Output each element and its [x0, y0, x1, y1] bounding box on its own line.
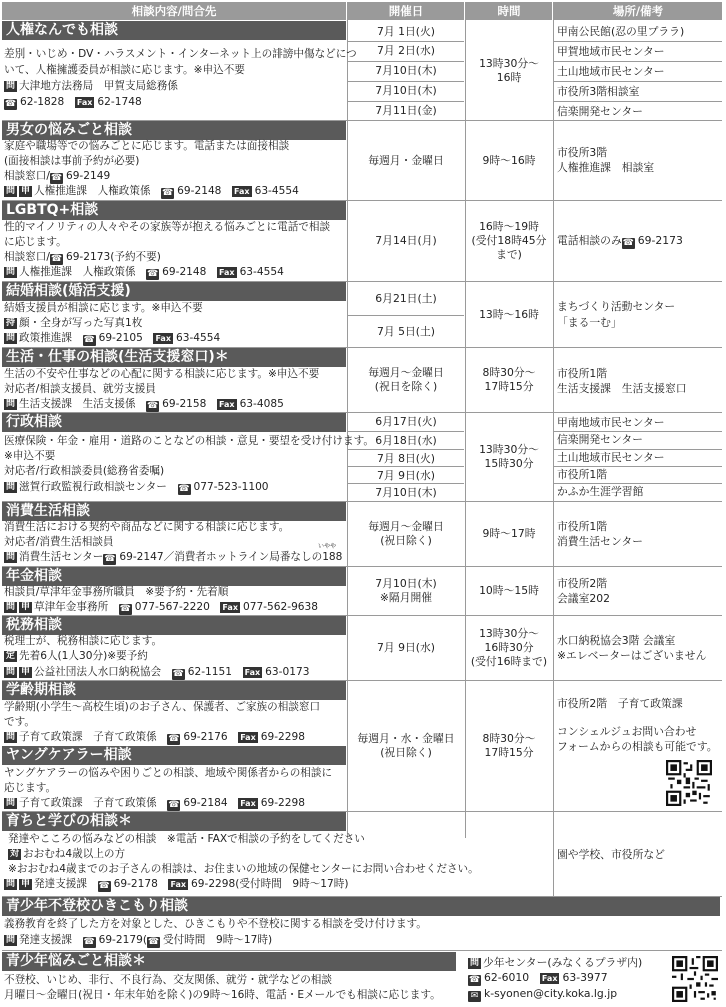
section-title-administrative: 行政相談 — [2, 413, 346, 432]
s3-time-1: 16時～19時 — [479, 220, 539, 233]
ask-icon: 問 — [6, 81, 16, 91]
ask-icon: 問 — [6, 602, 16, 612]
section-title-tax: 税務相談 — [2, 616, 346, 635]
s6-body-1: 医療保険・年金・雇用・道路のことなどの相談・意見・要望を受け付けます。 — [4, 435, 374, 447]
ask-icon: 問 — [6, 935, 16, 945]
row-divider — [554, 41, 722, 42]
s3-tel0[interactable]: 69-2173(予約不要) — [65, 251, 161, 263]
s12-target-row — [8, 847, 125, 862]
s6-loc-5: かふか生涯学習館 — [557, 485, 644, 498]
s8-body-1: 相談員/草津年金事務所職員 ※要予約・先着順 — [4, 586, 229, 598]
s1-date-2: 7月 2日(水) — [348, 41, 464, 60]
apply-icon: 申 — [21, 186, 31, 196]
phone-icon: ☎ — [622, 238, 634, 248]
s13-hours: 受付時間 9時～17時) — [162, 934, 273, 946]
header-col-location: 場所/備考 — [554, 2, 722, 20]
section-title-development: 育ちと学びの相談＊ — [2, 812, 346, 831]
s14-contact-row — [468, 956, 642, 970]
ask-icon: 問 — [6, 798, 16, 808]
s12-body-1: 発達やこころの悩みなどの相談 ※電話・FAXで相談の予約をしてください — [8, 833, 365, 845]
s13-contact-row: 問 発達支援課 ☎ 69-2179(☎ 受付時間 9時～17時) — [6, 934, 273, 947]
s3-loctel[interactable]: 69-2173 — [637, 234, 683, 247]
s5-time-2: 17時15分 — [484, 380, 534, 393]
section-title-school-age: 学齢期相談 — [2, 681, 346, 700]
qr-code-icon[interactable] — [666, 760, 712, 806]
s1-phone-row — [4, 95, 142, 110]
s6-loc-3: 土山地域市民センター — [557, 451, 665, 464]
s2-contact: 人権推進課 人権政策係 — [34, 185, 151, 197]
row-divider — [554, 483, 722, 484]
s5-body-1: 生活の不安や仕事などの心配に関する相談に応じます。※申込不要 — [4, 368, 320, 380]
apply-icon: 申 — [21, 602, 31, 612]
ask-icon: 問 — [470, 958, 480, 968]
s13-body-1: 義務教育を終了した方を対象とした、ひきこもりや不登校に関する相談を受け付けます。 — [4, 918, 427, 930]
target-icon: 対 — [10, 849, 20, 859]
s8-tel[interactable]: 077-567-2220 — [134, 601, 210, 613]
s8-loc-2: 会議室202 — [557, 592, 610, 605]
s9-cap: 先着6人(1人30分)※要予約 — [19, 650, 148, 662]
row-divider — [554, 61, 722, 62]
s6-loc-2: 信楽開発センター — [557, 433, 643, 446]
s10-time-1: 8時30分～ — [482, 732, 536, 745]
s5-contact-row — [4, 397, 284, 412]
row-divider — [554, 431, 722, 432]
s6-time-2: 15時30分 — [484, 457, 534, 470]
phone-icon: ☎ — [178, 484, 190, 494]
s11-body-2: 応じます。 — [4, 782, 57, 794]
s5-contact: 生活支援課 生活支援係 — [19, 398, 136, 410]
s11-body-1: ヤングケアラーの悩みや困りごとの相談、地域や関係者からの相談に — [4, 767, 333, 779]
s4-tel[interactable]: 69-2105 — [98, 332, 143, 344]
phone-icon: ☎ — [147, 937, 160, 947]
phone-icon: ☎ — [162, 188, 174, 198]
section-title-youth-worries: 青少年悩みごと相談＊ — [2, 952, 456, 971]
header-col-date: 開催日 — [348, 2, 464, 20]
s10-date — [348, 681, 464, 811]
s9-contact-row — [4, 665, 309, 680]
row-divider — [554, 466, 722, 467]
s4-bring-row — [4, 316, 142, 331]
phone-icon: ☎ — [147, 269, 159, 279]
fax-icon: Fax — [244, 668, 261, 677]
s6-body-3: 対応者/行政相談委員(総務省委嘱) — [4, 465, 165, 477]
s6-time — [466, 413, 552, 501]
s10-contact-row — [4, 730, 305, 745]
s9-time — [466, 616, 552, 680]
s11-fax[interactable]: 69-2298 — [260, 797, 306, 809]
s8-time: 10時～15時 — [479, 584, 539, 597]
s9-fax[interactable]: 63-0173 — [265, 666, 310, 678]
s3-fax[interactable]: 63-4554 — [239, 266, 284, 278]
s2-loc-1: 市役所3階 — [557, 146, 608, 159]
row-divider — [554, 449, 722, 450]
s1-fax[interactable]: 62-1748 — [97, 96, 142, 108]
s3-date: 7月14日(月) — [375, 234, 437, 247]
phone-icon: ☎ — [50, 254, 63, 264]
s7-body-1: 消費生活における契約や商品などに関する相談に応じます。 — [4, 521, 290, 533]
s1-loc-2: 甲賀地域市民センター — [557, 45, 665, 58]
phone-icon: ☎ — [104, 554, 116, 564]
s7-contact: 消費生活センター — [19, 551, 104, 563]
s12-tel[interactable]: 69-2178 — [113, 878, 158, 890]
s7-loc-2: 消費生活センター — [557, 535, 643, 548]
fax-icon: Fax — [219, 268, 235, 277]
s3-loc: 電話相談のみ — [557, 234, 622, 247]
s2-body-3: 相談窓口/ — [4, 170, 50, 182]
s10-tel[interactable]: 69-2176 — [183, 731, 228, 743]
s8-date-2: ※隔月開催 — [379, 591, 433, 604]
qr-code-icon[interactable] — [672, 956, 718, 1002]
apply-icon: 申 — [21, 879, 31, 889]
s6-loc-1: 甲南地域市民センター — [557, 416, 665, 429]
s3-contact-row — [4, 265, 284, 280]
s12-fax[interactable]: 69-2298(受付時間 9時～17時) — [191, 878, 349, 890]
ask-icon: 問 — [6, 186, 16, 196]
s1-body-2: いて、人権擁護委員が相談に応じます。※申込不要 — [4, 64, 245, 76]
header-col-time: 時間 — [466, 2, 552, 20]
header-col-content: 相談内容/問合先 — [2, 2, 346, 20]
ask-icon: 問 — [6, 879, 16, 889]
s5-time — [466, 348, 552, 412]
s10-loc-1: 市役所2階 子育て政策課 — [557, 697, 683, 710]
mail-icon: ✉ — [468, 991, 481, 1002]
ask-icon: 問 — [6, 667, 16, 677]
s1-body-1: 差別・いじめ・DV・ハラスメント・インターネット上の誹謗中傷などにつ — [4, 48, 357, 60]
s7-tel[interactable]: 69-2147／消費者ホットライン局番なしの188 — [119, 551, 343, 563]
s3-time-2: (受付18時45分 — [471, 234, 547, 247]
s8-date-1: 7月10日(木) — [375, 577, 437, 590]
s10-body-1: 学齢期(小学生～高校生頃)のお子さん、保護者、ご家族の相談窓口 — [4, 701, 321, 713]
s6-date-3: 7月 8日(火) — [348, 449, 464, 467]
s10-time-2: 17時15分 — [484, 746, 534, 759]
s3-time — [466, 201, 552, 281]
s9-loc-1: 水口納税協会3階 会議室 — [557, 634, 676, 647]
fax-icon: Fax — [170, 880, 187, 889]
section-title-gender: 男女の悩みごと相談 — [2, 121, 346, 140]
s5-fax[interactable]: 63-4085 — [239, 398, 284, 410]
s6-loc-4: 市役所1階 — [557, 468, 608, 481]
s2-body-2: (面接相談は事前予約が必要) — [4, 155, 140, 167]
s13-tel[interactable]: 69-2179 — [98, 934, 143, 946]
s6-body-2: ※申込不要 — [4, 450, 56, 462]
phone-icon: ☎ — [119, 604, 131, 614]
s8-fax[interactable]: 077-562-9638 — [242, 601, 319, 613]
s3-time-3: まで) — [496, 248, 522, 261]
ask-icon: 問 — [6, 333, 16, 343]
s9-time-2: 16時30分 — [484, 641, 534, 654]
fax-icon: Fax — [222, 603, 238, 612]
s6-contact: 滋賀行政監視行政相談センター — [19, 481, 167, 493]
s6-date-4: 7月 9日(水) — [348, 466, 464, 484]
phone-icon: ☎ — [168, 800, 180, 810]
s10-time — [466, 681, 552, 811]
s8-contact: 草津年金事務所 — [34, 601, 109, 613]
s4-date-1: 6月21日(土) — [375, 291, 437, 305]
s12-loc: 園や学校、市役所など — [557, 848, 665, 861]
s14-phone-row — [468, 971, 608, 986]
s7-loc-1: 市役所1階 — [557, 520, 608, 533]
s7-ruby: いやや — [318, 543, 337, 550]
s5-date-2: (祝日を除く) — [374, 380, 438, 393]
s14-body-2: 月曜日～金曜日(祝日・年末年始を除く)の9時～16時、電話・Eメールでも相談に応じます。 — [4, 989, 441, 1001]
s2-fax[interactable]: 63-4554 — [254, 185, 299, 197]
fax-icon: Fax — [240, 733, 256, 742]
s2-loc-2: 人権推進課 相談室 — [557, 161, 655, 174]
section-title-lgbtq: LGBTQ+相談 — [2, 201, 346, 220]
section-title-young-carer: ヤングケアラー相談 — [2, 746, 346, 765]
s12-body-2: ※おおむね4歳までのお子さんの相談は、お住まいの地域の保健センターにお問い合わせください。 — [8, 863, 479, 875]
s11-tel[interactable]: 69-2184 — [183, 797, 228, 809]
s10-body-2: です。 — [4, 716, 35, 728]
s1-date-5: 7月11日(金) — [348, 101, 464, 120]
s10-date-2: (祝日除く) — [380, 746, 432, 759]
s5-loc-2: 生活支援課 生活支援窓口 — [557, 382, 687, 395]
s7-date-1: 毎週月～金曜日 — [368, 520, 444, 533]
s9-contact: 公益社団法人水口納税協会 — [34, 666, 162, 678]
s2-body-1: 家庭や職場等での悩みごとに応じます。電話または面接相談 — [4, 140, 290, 152]
s8-date — [348, 567, 464, 615]
s14-contact: 少年センター(みなくるプラザ内) — [483, 956, 643, 969]
section-title-human-rights: 人権なんでも相談 — [2, 21, 346, 40]
s5-body-2: 対応者/相談支援員、就労支援員 — [4, 383, 156, 395]
s6-time-1: 13時30分～ — [479, 443, 539, 456]
s7-date — [348, 502, 464, 566]
s2-body-3-row — [4, 169, 110, 184]
s6-date-2: 6月18日(水) — [348, 431, 464, 449]
fax-icon: Fax — [219, 400, 235, 409]
s1-loc-4: 市役所3階相談室 — [557, 85, 640, 98]
s5-tel[interactable]: 69-2158 — [162, 398, 207, 410]
s1-loc-3: 土山地域市民センター — [557, 65, 665, 78]
s3-tel[interactable]: 69-2148 — [162, 266, 207, 278]
s10-contact: 子育て政策課 子育て政策係 — [19, 731, 157, 743]
s14-email[interactable]: k-syonen@city.koka.lg.jp — [484, 987, 618, 1000]
s6-date-1: 6月17日(火) — [375, 415, 437, 428]
s2-time: 9時～16時 — [482, 153, 536, 167]
s9-cap-row — [4, 649, 148, 664]
fax-icon: Fax — [240, 799, 256, 808]
s5-loc-1: 市役所1階 — [557, 367, 608, 380]
s9-date: 7月 9日(水) — [377, 641, 435, 654]
s14-tel[interactable]: 62-6010 — [484, 971, 530, 984]
phone-icon: ☎ — [147, 401, 159, 411]
apply-icon: 申 — [21, 667, 31, 677]
fax-icon: Fax — [155, 334, 171, 343]
s8-loc-1: 市役所2階 — [557, 577, 608, 590]
s12-contact: 発達支援課 — [34, 878, 87, 890]
phone-icon: ☎ — [4, 99, 17, 109]
s9-tel[interactable]: 62-1151 — [187, 666, 233, 678]
s12-contact-row — [4, 877, 349, 892]
section-title-withdrawal: 青少年不登校ひきこもり相談 — [2, 897, 720, 916]
ask-icon: 問 — [6, 732, 16, 742]
s3-body-2: に応じます。 — [4, 236, 67, 248]
s3-loc-row — [557, 234, 683, 249]
phone-icon: ☎ — [50, 173, 63, 183]
row-divider — [554, 101, 722, 102]
fax-icon: Fax — [234, 187, 250, 196]
phone-icon: ☎ — [168, 734, 180, 744]
s4-loc-1: まちづくり活動センター — [557, 300, 676, 313]
s5-date — [348, 348, 464, 412]
s3-body-1: 性的マイノリティの人々やその家族等が抱える悩みごとに電話で相談 — [4, 221, 331, 233]
s9-loc-2: ※エレベーターはございません — [557, 649, 707, 662]
section-title-consumer: 消費生活相談 — [2, 502, 346, 521]
s1-date-4: 7月10日(木) — [348, 81, 464, 100]
s4-date-2: 7月 5日(土) — [348, 315, 464, 347]
s7-contact-row — [4, 550, 342, 565]
s1-date-1: 7月 1日(火) — [377, 24, 435, 38]
bring-icon: 持 — [6, 318, 16, 328]
phone-icon: ☎ — [468, 975, 481, 985]
s4-bring: 顔・全身が写った写真1枚 — [19, 317, 143, 329]
s14-body-1: 不登校、いじめ、非行、不良行為、交友関係、就労・就学などの相談 — [4, 974, 332, 986]
section-title-pension: 年金相談 — [2, 567, 346, 586]
row-divider — [554, 81, 722, 82]
s1-contact-row — [4, 79, 178, 94]
col-divider — [553, 2, 554, 898]
s10-loc-3: フォームからの相談も可能です。 — [557, 740, 718, 753]
s1-contact: 大津地方法務局 甲賀支局総務係 — [19, 80, 178, 92]
fax-icon: Fax — [76, 98, 93, 107]
s11-contact-row — [4, 796, 305, 811]
s3-body-3: 相談窓口/ — [4, 251, 50, 263]
s13-contact: 発達支援課 — [19, 934, 72, 946]
s12-target: おおむね4歳以上の方 — [23, 848, 126, 860]
ask-icon: 問 — [6, 552, 16, 562]
s1-loc-1: 甲南公民館(忍の里プララ) — [557, 25, 685, 38]
capacity-icon: 定 — [6, 651, 16, 661]
s7-date-2: (祝日除く) — [380, 534, 432, 547]
s1-date-3: 7月10日(木) — [348, 61, 464, 80]
s9-time-1: 13時30分～ — [479, 627, 539, 640]
s4-fax[interactable]: 63-4554 — [176, 332, 221, 344]
s8-contact-row — [4, 600, 318, 615]
s4-time: 13時～16時 — [479, 307, 539, 321]
s2-date: 毎週月・金曜日 — [368, 153, 444, 167]
s4-contact: 政策推進課 — [19, 332, 72, 344]
s1-time-2: 16時 — [496, 71, 522, 84]
section-title-livelihood: 生活・仕事の相談(生活支援窓口)＊ — [2, 348, 346, 367]
s4-body-1: 結婚支援員が相談に応じます。※申込不要 — [4, 302, 203, 314]
phone-icon: ☎ — [83, 937, 95, 947]
phone-icon: ☎ — [172, 669, 184, 679]
s11-contact: 子育て政策課 子育て政策係 — [19, 797, 157, 809]
s2-tel[interactable]: 69-2148 — [177, 185, 222, 197]
s6-date-5: 7月10日(木) — [348, 483, 464, 501]
s9-time-3: (受付16時まで) — [470, 655, 548, 668]
phone-icon: ☎ — [98, 881, 110, 891]
s1-tel[interactable]: 62-1828 — [20, 96, 65, 108]
s1-time — [466, 22, 552, 120]
s5-date-1: 毎週月～金曜日 — [368, 366, 444, 379]
s4-contact-row — [4, 331, 220, 346]
ask-icon: 問 — [6, 267, 16, 277]
s9-body-1: 税理士が、税務相談に応じます。 — [4, 635, 163, 647]
s1-loc-5: 信楽開発センター — [557, 105, 643, 118]
phone-icon: ☎ — [83, 335, 95, 345]
s2-contact-row — [4, 184, 299, 199]
s2-tel0[interactable]: 69-2149 — [65, 170, 111, 182]
section-divider — [2, 950, 722, 951]
ask-icon: 問 — [6, 482, 16, 492]
fax-icon: Fax — [541, 974, 558, 983]
s14-fax[interactable]: 63-3977 — [562, 971, 608, 984]
s1-time-1: 13時30分～ — [479, 57, 539, 70]
s6-contact-row — [4, 480, 269, 495]
s14-mail-row — [468, 987, 617, 1002]
s5-time-1: 8時30分～ — [482, 366, 536, 379]
s4-loc-2: 「まる一む」 — [557, 316, 622, 329]
s10-fax[interactable]: 69-2298 — [260, 731, 306, 743]
ask-icon: 問 — [6, 399, 16, 409]
s7-body-2: 対応者/消費生活相談員 — [4, 536, 114, 548]
section-title-marriage: 結婚相談(婚活支援) — [2, 282, 346, 301]
s7-time: 9時～17時 — [482, 527, 536, 540]
s6-tel[interactable]: 077-523-1100 — [193, 481, 269, 493]
s10-loc-2: コンシェルジュお問い合わせ — [557, 725, 697, 738]
s3-body-3-row — [4, 250, 161, 265]
s10-date-1: 毎週月・水・金曜日 — [357, 732, 455, 745]
s3-contact: 人権推進課 人権政策係 — [19, 266, 136, 278]
